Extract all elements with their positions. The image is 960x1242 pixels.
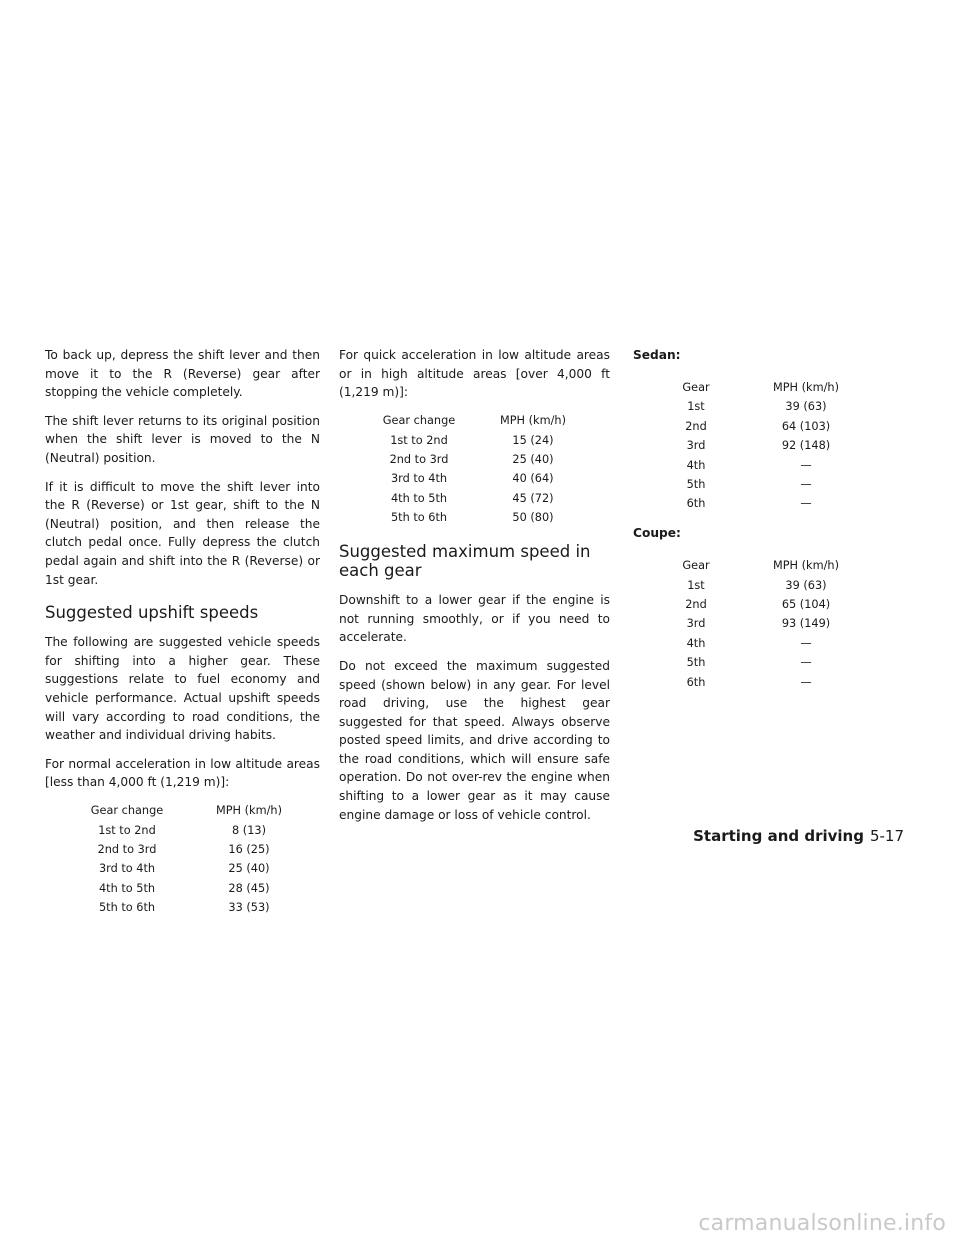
table-cell: 2nd <box>685 598 707 612</box>
table-cell: 3rd <box>686 439 706 453</box>
table-cell: 3rd <box>686 617 706 631</box>
table-row <box>355 489 583 508</box>
table-header-row <box>661 557 881 576</box>
table-row <box>661 456 881 475</box>
table-header-cell: MPH (km/h) <box>773 380 839 394</box>
table-row <box>661 417 881 436</box>
table-cell: 1st to 2nd <box>390 433 448 447</box>
table-row <box>661 615 881 634</box>
table-cell: 3rd to 4th <box>390 472 448 486</box>
table-row <box>355 451 583 470</box>
table-cell: 15 (24) <box>512 433 554 447</box>
table-header-cell: Gear <box>682 380 710 394</box>
table-cell: 28 (45) <box>228 881 270 895</box>
table-row <box>65 860 309 879</box>
table-row <box>65 899 309 918</box>
watermark: carmanualsonline.info <box>698 1211 946 1236</box>
table-cell: 65 (104) <box>781 598 831 612</box>
table-row <box>661 654 881 673</box>
table-cell: 1st <box>687 578 705 592</box>
table-cell: — <box>800 477 812 491</box>
table-cell: 4th to 5th <box>390 491 448 505</box>
table-cell: 6th <box>686 497 706 511</box>
table-row <box>661 634 881 653</box>
upshift-speeds-heading: Suggested upshift speeds <box>45 603 259 623</box>
table-row <box>661 398 881 417</box>
upshift-description-paragraph: The following are suggested vehicle speeds for shifting into a higher gear. These suggestions relate to fuel economy and vehicle performance. Actual upshift speeds will vary according to road conditions, the weather and individual driving habits. <box>45 635 320 743</box>
table-header-cell: Gear change <box>90 804 164 818</box>
table-cell: 8 (13) <box>232 823 266 837</box>
table-cell: 5th <box>686 656 706 670</box>
coupe-label: Coupe: <box>633 526 681 541</box>
table-header-row <box>65 802 309 821</box>
table-cell: 1st <box>687 400 705 414</box>
table-header-cell: MPH (km/h) <box>216 804 282 818</box>
reverse-instruction-paragraph: To back up, depress the shift lever and then move it to the R (Reverse) gear after stopping the vehicle completely. <box>45 348 320 400</box>
footer-section-title: Starting and driving <box>693 827 864 845</box>
table-row <box>661 576 881 595</box>
table-cell: 93 (149) <box>781 617 831 631</box>
table-cell: 33 (53) <box>228 901 270 915</box>
table-cell: 3rd to 4th <box>98 862 156 876</box>
table-row <box>661 476 881 495</box>
table-row <box>661 437 881 456</box>
table-cell: 5th to 6th <box>390 511 448 525</box>
table-cell: 2nd to 3rd <box>97 843 157 857</box>
maximum-speed-heading: Suggested maximum speed in each gear <box>339 542 591 581</box>
coupe-speed-table <box>661 557 881 693</box>
table-header-cell: MPH (km/h) <box>773 559 839 573</box>
table-cell: — <box>800 497 812 511</box>
table-header-row <box>661 379 881 398</box>
table-row <box>661 673 881 692</box>
table-cell: 6th <box>686 675 706 689</box>
table-cell: 2nd <box>685 419 707 433</box>
table-cell: 45 (72) <box>512 491 554 505</box>
table-cell: — <box>800 458 812 472</box>
table-row <box>661 596 881 615</box>
table-header-cell: Gear change <box>382 414 456 428</box>
table-cell: 5th to 6th <box>98 901 156 915</box>
table-cell: 4th <box>686 458 706 472</box>
table-cell: 40 (64) <box>512 472 554 486</box>
table-cell: 4th to 5th <box>98 881 156 895</box>
table-row <box>65 841 309 860</box>
table-cell: 1st to 2nd <box>98 823 156 837</box>
table-header-row <box>355 412 583 431</box>
table-cell: 25 (40) <box>512 452 554 466</box>
table-cell: 5th <box>686 477 706 491</box>
table-cell: — <box>800 656 812 670</box>
table-cell: 64 (103) <box>781 419 831 433</box>
table-cell: 4th <box>686 636 706 650</box>
quick-acceleration-table <box>355 412 583 528</box>
quick-acceleration-paragraph: For quick acceleration in low altitude areas or in high altitude areas [over 4,000 ft (1,219 m)]: <box>339 348 610 400</box>
normal-acceleration-table <box>65 802 309 918</box>
page-footer <box>693 827 904 845</box>
table-cell: 50 (80) <box>512 511 554 525</box>
column-right <box>633 346 913 693</box>
table-row <box>355 470 583 489</box>
column-left <box>45 346 320 918</box>
table-cell: 92 (148) <box>781 439 831 453</box>
table-row <box>661 495 881 514</box>
column-middle <box>339 346 610 834</box>
sedan-label: Sedan: <box>633 348 681 362</box>
maximum-speed-paragraph: Do not exceed the maximum suggested speed (shown below) in any gear. For level road driving, use the highest gear suggested for that speed. Always observe posted speed limits, and drive according to the road conditions, which will ensure safe operation. Do not over-rev the engine when shifting to a lower gear as it may cause engine damage or loss of vehicle control. <box>339 658 610 822</box>
table-cell: — <box>800 636 812 650</box>
difficult-shift-paragraph: If it is difficult to move the shift lever into the R (Reverse) or 1st gear, shift to the N (Neutral) position, and then release the clutch pedal once. Fully depress the clutch pedal again and shift into the R (Reverse) or 1st gear. <box>45 479 320 587</box>
table-row <box>65 821 309 840</box>
table-header-cell: MPH (km/h) <box>500 414 566 428</box>
neutral-return-paragraph: The shift lever returns to its original position when the shift lever is moved to the N (Neutral) position. <box>45 413 320 465</box>
normal-acceleration-paragraph: For normal acceleration in low altitude areas [less than 4,000 ft (1,219 m)]: <box>45 756 320 790</box>
table-cell: 2nd to 3rd <box>389 452 449 466</box>
table-cell: 39 (63) <box>785 578 827 592</box>
sedan-speed-table <box>661 379 881 515</box>
table-row <box>355 431 583 450</box>
table-cell: 39 (63) <box>785 400 827 414</box>
table-cell: — <box>800 675 812 689</box>
table-row <box>355 509 583 528</box>
table-cell: 16 (25) <box>228 843 270 857</box>
table-row <box>65 879 309 898</box>
page-number: 5-17 <box>869 827 904 845</box>
downshift-paragraph: Downshift to a lower gear if the engine is not running smoothly, or if you need to accelerate. <box>339 593 610 645</box>
table-cell: 25 (40) <box>228 862 270 876</box>
table-header-cell: Gear <box>682 559 710 573</box>
